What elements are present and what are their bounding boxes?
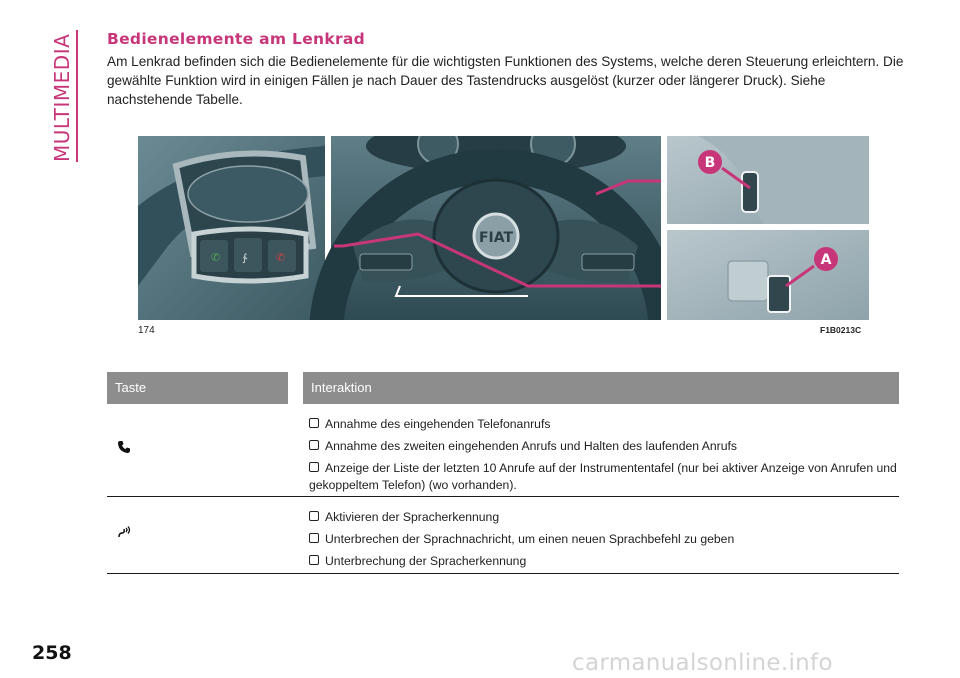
list-item: Anzeige der Liste der letzten 10 Anrufe auf der Instrumententafel (nur bei aktiver Anzeige von Anrufen und gekoppeltem Telefon) (wo vorhanden). xyxy=(309,461,897,492)
bullet-icon xyxy=(309,440,319,450)
row-items xyxy=(303,404,899,494)
bullet-icon xyxy=(309,462,319,472)
watermark: carmanualsonline.info xyxy=(572,650,833,676)
callout-b-label: B xyxy=(704,155,716,171)
table-header xyxy=(107,372,899,404)
table-row xyxy=(107,497,899,574)
callout-a-label: A xyxy=(820,252,832,268)
controls-table xyxy=(107,372,899,574)
figure-code: F1B0213C xyxy=(820,325,862,335)
bullet-icon xyxy=(309,418,319,428)
table-row xyxy=(107,404,899,497)
phone-icon xyxy=(117,440,131,459)
section-divider xyxy=(76,30,78,162)
header-taste: Taste xyxy=(107,372,288,404)
row-items xyxy=(303,497,899,570)
figure-number: 174 xyxy=(138,325,155,336)
bullet-icon xyxy=(309,555,319,565)
section-title: Bedienelemente am Lenkrad xyxy=(107,30,366,48)
list-item: Unterbrechen der Sprachnachricht, um einen neuen Sprachbefehl zu geben xyxy=(309,531,899,548)
section-label-text: MULTIMEDIA xyxy=(50,33,74,162)
fiat-logo: FIAT xyxy=(478,230,514,246)
steering-wheel-figure xyxy=(138,136,869,320)
steering-wheel-illustration xyxy=(138,136,869,320)
bullet-icon xyxy=(309,533,319,543)
bullet-icon xyxy=(309,511,319,521)
svg-text:✆: ✆ xyxy=(211,251,221,264)
list-item: Annahme des zweiten eingehenden Anrufs und Halten des laufenden Anrufs xyxy=(309,438,899,455)
header-interaktion: Interaktion xyxy=(303,372,899,404)
svg-text:∱: ∱ xyxy=(242,253,248,264)
list-item: Unterbrechung der Spracherkennung xyxy=(309,553,899,570)
svg-text:✆: ✆ xyxy=(276,251,286,264)
list-item: Aktivieren der Spracherkennung xyxy=(309,509,899,526)
list-item: Annahme des eingehenden Telefonanrufs xyxy=(309,416,899,433)
intro-paragraph: Am Lenkrad befinden sich die Bedienelemente für die wichtigsten Funktionen des Systems, welche deren Steuerung erleichtern. Die gewählte Funktion wird in einigen Fällen je nach Dauer des Tastendrucks ausgelöst (kurzer oder längerer Druck). Siehe nachstehende Tabelle. xyxy=(107,54,904,107)
page-number: 258 xyxy=(32,642,72,664)
voice-recognition-icon xyxy=(117,525,133,544)
section-label xyxy=(50,30,80,162)
